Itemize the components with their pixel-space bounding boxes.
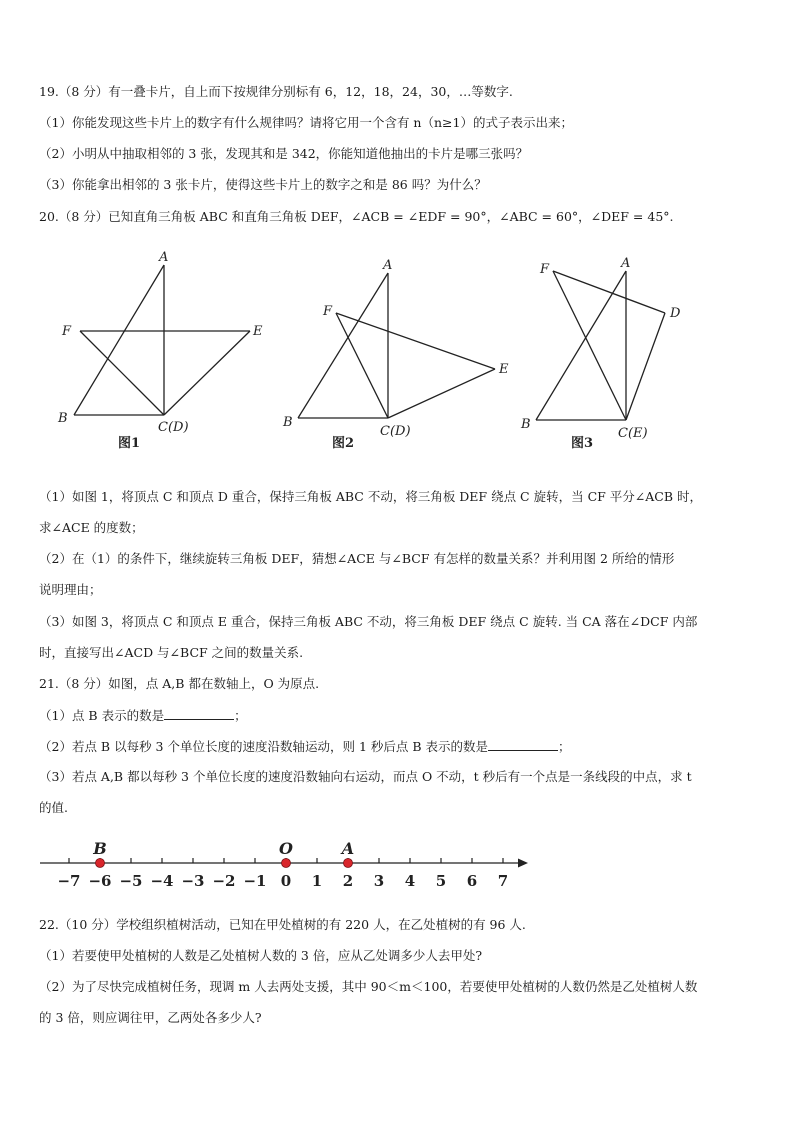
q20-stem: 20.（8 分）已知直角三角板 ABC 和直角三角板 DEF，∠ACB = ∠EDF = 90°，∠ABC = 60°，∠DEF = 45°. [39,209,674,224]
q21-part2-end: ； [558,739,571,754]
fig3-line-FC [553,271,626,420]
q21-part3-line2: 的值. [39,800,68,815]
fig1-label-F: F [62,324,72,339]
point-o-marker [282,859,291,868]
number-line-arrow-icon [518,859,528,868]
q19-part1: （1）你能发现这些卡片上的数字有什么规律吗？请将它用一个含有 n（n≥1）的式子表示出来； [39,115,573,130]
q20-part3-line2: 时，直接写出∠ACD 与∠BCF 之间的数量关系. [39,645,304,660]
q20-figures [40,245,750,455]
number-line-tick-label: 2 [342,872,354,890]
fig2-label-CD: C(D) [380,424,411,439]
fig1-label-B: B [58,411,68,426]
number-line-tick-label: 7 [497,872,509,890]
q19-part3: （3）你能拿出相邻的 3 张卡片，使得这些卡片上的数字之和是 86 吗？为什么？ [39,177,487,192]
fig3-line-DC [626,313,665,420]
fig2-line-AB [298,273,388,418]
fig1-caption: 图1 [118,436,141,451]
fig2-label-A: A [383,258,393,273]
q22-part2-line2: 的 3 倍，则应调往甲，乙两处各多少人? [39,1010,262,1025]
q21-stem: 21.（8 分）如图，点 A,B 都在数轴上，O 为原点. [39,676,320,691]
number-line-tick-label: −3 [181,872,205,890]
fig1-label-A: A [159,250,169,265]
point-a-marker [344,859,353,868]
number-line-tick-label: −7 [57,872,81,890]
fig2-label-F: F [323,304,333,319]
number-line-tick-label: 5 [435,872,447,890]
fig2-caption: 图2 [332,436,355,451]
q21-part2 [39,738,571,755]
fig3-label-B: B [521,417,531,432]
fig3-label-D: D [670,306,681,321]
number-line-tick-label: −6 [88,872,112,890]
q20-part2-line1: （2）在（1）的条件下，继续旋转三角板 DEF，猜想∠ACE 与∠BCF 有怎样的数量关系？并利用图 2 所给的情形 [39,551,675,566]
fig2-label-E: E [499,362,509,377]
number-line-tick-label: 0 [280,872,292,890]
q20-part3-line1: （3）如图 3，将顶点 C 和顶点 E 重合，保持三角板 ABC 不动，将三角板 DEF 绕点 C 旋转. 当 CA 落在∠DCF 内部 [39,614,698,629]
number-line-tick-label: 3 [373,872,385,890]
q20-part1-line1: （1）如图 1，将顶点 C 和顶点 D 重合，保持三角板 ABC 不动，将三角板 DEF 绕点 C 旋转，当 CF 平分∠ACB 时， [39,489,703,504]
number-line-tick-label: −4 [150,872,174,890]
q22-stem: 22.（10 分）学校组织植树活动，已知在甲处植树的有 220 人，在乙处植树的有 96 人. [39,917,526,932]
q19-stem: 19.（8 分）有一叠卡片，自上而下按规律分别标有 6，12，18，24，30，…等数字. [39,84,513,99]
fig3-label-F: F [540,262,550,277]
number-line-tick-label: −1 [243,872,267,890]
q21-part1-end: ； [234,708,247,723]
fig2-label-B: B [283,415,293,430]
q19-part2: （2）小明从中抽取相邻的 3 张，发现其和是 342，你能知道他抽出的卡片是哪三张吗？ [39,146,529,161]
q20-part2-line2: 说明理由； [39,582,102,597]
point-b-marker [96,859,105,868]
q22-part2-line1: （2）为了尽快完成植树任务，现调 m 人去两处支援，其中 90＜m＜100，若要使甲处植树的人数仍然是乙处植树人数 [39,979,698,994]
number-line-tick-label: 4 [404,872,416,890]
q21-part3-line1: （3）若点 A,B 都以每秒 3 个单位长度的速度沿数轴向右运动，而点 O 不动，t 秒后有一个点是一条线段的中点，求 t [39,769,692,784]
q21-part1-answer-blank[interactable] [164,707,234,720]
number-line-tick-label: −2 [212,872,236,890]
q21-number-line [36,834,536,892]
q21-part1-text: （1）点 B 表示的数是 [39,708,165,723]
fig2-line-EC [388,369,495,418]
fig1-line-FC [80,331,164,415]
q21-part2-text: （2）若点 B 以每秒 3 个单位长度的速度沿数轴运动，则 1 秒后点 B 表示的数是 [39,739,489,754]
number-line-tick-label: 6 [466,872,478,890]
fig1-label-E: E [253,324,263,339]
q22-part1: （1）若要使甲处植树的人数是乙处植树人数的 3 倍，应从乙处调多少人去甲处? [39,948,483,963]
fig3-label-A: A [621,256,631,271]
fig1-label-CD: C(D) [158,420,189,435]
point-b-label: B [93,839,107,858]
fig1-line-AB [74,265,164,415]
fig3-caption: 图3 [571,436,594,451]
q20-part1-line2: 求∠ACE 的度数； [39,520,144,535]
number-line-tick-label: 1 [311,872,323,890]
q21-part1 [39,707,247,724]
number-line-tick-label: −5 [119,872,143,890]
fig1-line-EC [164,331,250,415]
fig3-label-CE: C(E) [618,426,648,441]
q21-part2-answer-blank[interactable] [488,738,558,751]
point-a-label: A [341,839,355,858]
point-o-label: O [279,839,293,858]
